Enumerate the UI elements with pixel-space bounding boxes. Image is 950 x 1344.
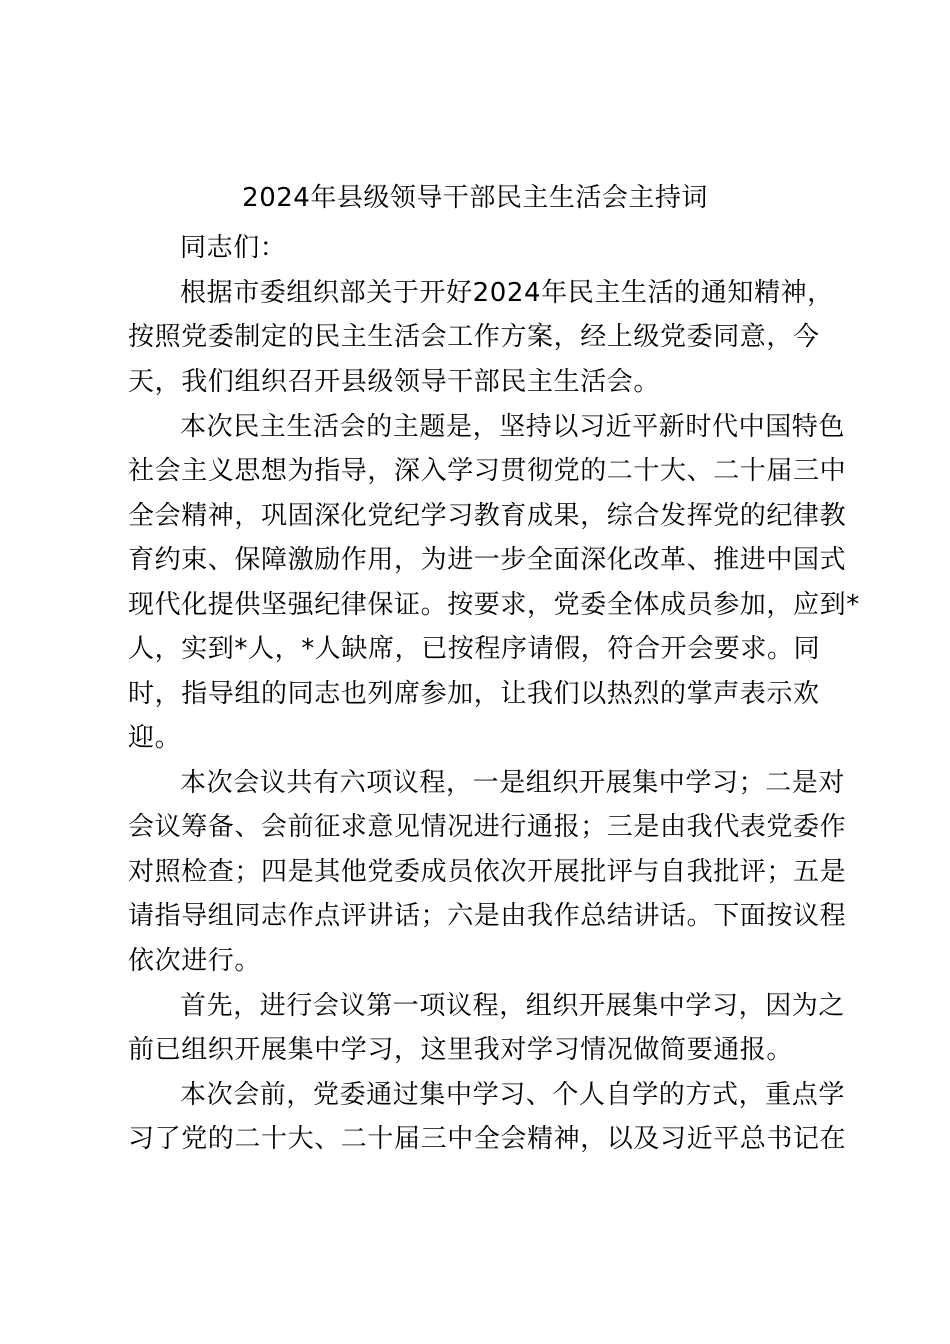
paragraph-line: 本次民主生活会的主题是，坚持以习近平新时代中国特色 [180, 412, 846, 442]
paragraph-line: 前已组织开展集中学习，这里我对学习情况做简要通报。 [128, 1035, 794, 1065]
document-title: 2024年县级领导干部民主生活会主持词 [242, 183, 708, 213]
paragraph-line: 育约束、保障激励作用，为进一步全面深化改革、推进中国式 [128, 545, 847, 575]
paragraph-line: 社会主义思想为指导，深入学习贯彻党的二十大、二十届三中 [128, 456, 847, 486]
paragraph-line: 本次会前，党委通过集中学习、个人自学的方式，重点学 [180, 1080, 846, 1110]
paragraph-line: 习了党的二十大、二十届三中全会精神，以及习近平总书记在 [128, 1124, 847, 1154]
paragraph-line: 根据市委组织部关于开好2024年民主生活的通知精神， [180, 278, 834, 308]
paragraph-line: 天，我们组织召开县级领导干部民主生活会。 [128, 367, 661, 397]
paragraph-line: 时，指导组的同志也列席参加，让我们以热烈的掌声表示欢 [128, 679, 820, 709]
paragraph-line: 人，实到*人，*人缺席，已按程序请假，符合开会要求。同 [128, 634, 821, 664]
paragraph-line: 会议筹备、会前征求意见情况进行通报；三是由我代表党委作 [128, 812, 847, 842]
paragraph-line: 首先，进行会议第一项议程，组织开展集中学习，因为之 [180, 991, 846, 1021]
paragraph-line: 全会精神，巩固深化党纪学习教育成果，综合发挥党的纪律教 [128, 501, 847, 531]
paragraph-line: 对照检查；四是其他党委成员依次开展批评与自我批评；五是 [128, 857, 847, 887]
paragraph-line: 依次进行。 [128, 946, 262, 976]
paragraph-line: 迎。 [128, 723, 182, 753]
paragraph-line: 本次会议共有六项议程，一是组织开展集中学习；二是对 [180, 768, 846, 798]
paragraph-line: 按照党委制定的民主生活会工作方案，经上级党委同意，今 [128, 322, 820, 352]
salutation: 同志们： [180, 233, 287, 263]
paragraph-line: 现代化提供坚强纪律保证。按要求，党委全体成员参加，应到* [128, 590, 860, 620]
paragraph-line: 请指导组同志作点评讲话；六是由我作总结讲话。下面按议程 [128, 901, 847, 931]
